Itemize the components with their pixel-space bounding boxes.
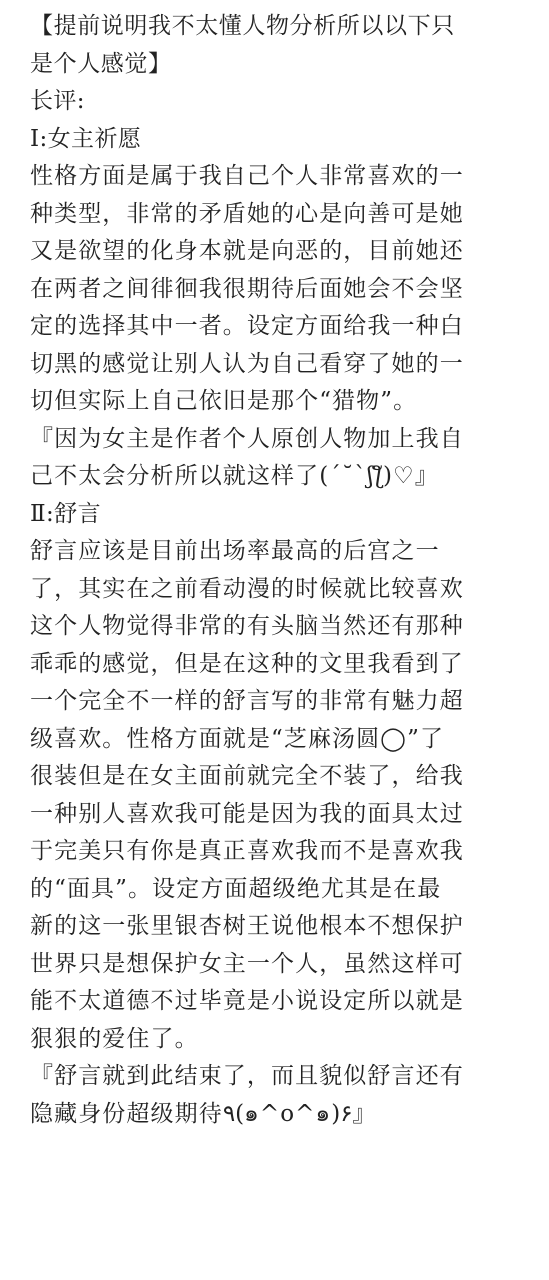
paragraph-line: 定的选择其中一者。设定方面给我一种白 (30, 313, 464, 339)
section-heading-shuyan: Ⅱ:舒言 (30, 500, 101, 527)
paragraph-line: 狠狠的爱住了。 (30, 1025, 199, 1052)
note-line: 隐藏身份超级期待٩(๑^o^๑)۶』 (30, 1100, 377, 1127)
paragraph-line: 级喜欢。性格方面就是“芝麻汤圆◯”了 (30, 725, 445, 752)
paragraph-line: 于完美只有你是真正喜欢我而不是喜欢我 (30, 838, 464, 864)
paragraph-line: 切黑的感觉让别人认为自己看穿了她的一 (30, 350, 464, 377)
section-heading-heroine: Ⅰ:女主祈愿 (30, 125, 142, 152)
paragraph-line: 一个完全不一样的舒言写的非常有魅力超 (30, 688, 464, 714)
paragraph-line: 种类型，非常的矛盾她的心是向善可是她 (30, 200, 464, 227)
paragraph-line: 在两者之间徘徊我很期待后面她会不会坚 (30, 275, 464, 302)
paragraph-line: 新的这一张里银杏树王说他根本不想保护 (30, 913, 464, 939)
paragraph-line: 一种别人喜欢我可能是因为我的面具太过 (30, 800, 464, 827)
paragraph-line: 的“面具”。设定方面超级绝尤其是在最 (30, 875, 442, 902)
paragraph-line: 性格方面是属于我自己个人非常喜欢的一 (30, 163, 464, 189)
paragraph-line: 这个人物觉得非常的有头脑当然还有那种 (30, 613, 464, 639)
paragraph-line: 能不太道德不过毕竟是小说设定所以就是 (30, 988, 464, 1014)
paragraph-line: 了，其实在之前看动漫的时候就比较喜欢 (30, 575, 464, 602)
long-review-label: 长评: (30, 88, 85, 114)
note-line: 『因为女主是作者个人原创人物加上我自 (30, 425, 464, 452)
paragraph-line: 舒言应该是目前出场率最高的后宫之一 (30, 538, 440, 564)
paragraph-line: 乖乖的感觉，但是在这种的文里我看到了 (30, 650, 464, 677)
paragraph-line: 切但实际上自己依旧是那个“猎物”。 (30, 388, 418, 414)
paragraph-line: 世界只是想保护女主一个人，虽然这样可 (30, 950, 464, 977)
paragraph-line: 很装但是在女主面前就完全不装了，给我 (30, 763, 464, 789)
note-line: 『舒言就到此结束了，而且貌似舒言还有 (30, 1063, 464, 1089)
paragraph-line: 又是欲望的化身本就是向恶的，目前她还 (30, 238, 464, 264)
preface-line-2: 是个人感觉】 (30, 50, 172, 77)
note-line: 己不太会分析所以就这样了(´˘`ʃƪ)♡』 (30, 463, 439, 489)
preface-line-1: 【提前说明我不太懂人物分析所以以下只 (30, 13, 455, 39)
